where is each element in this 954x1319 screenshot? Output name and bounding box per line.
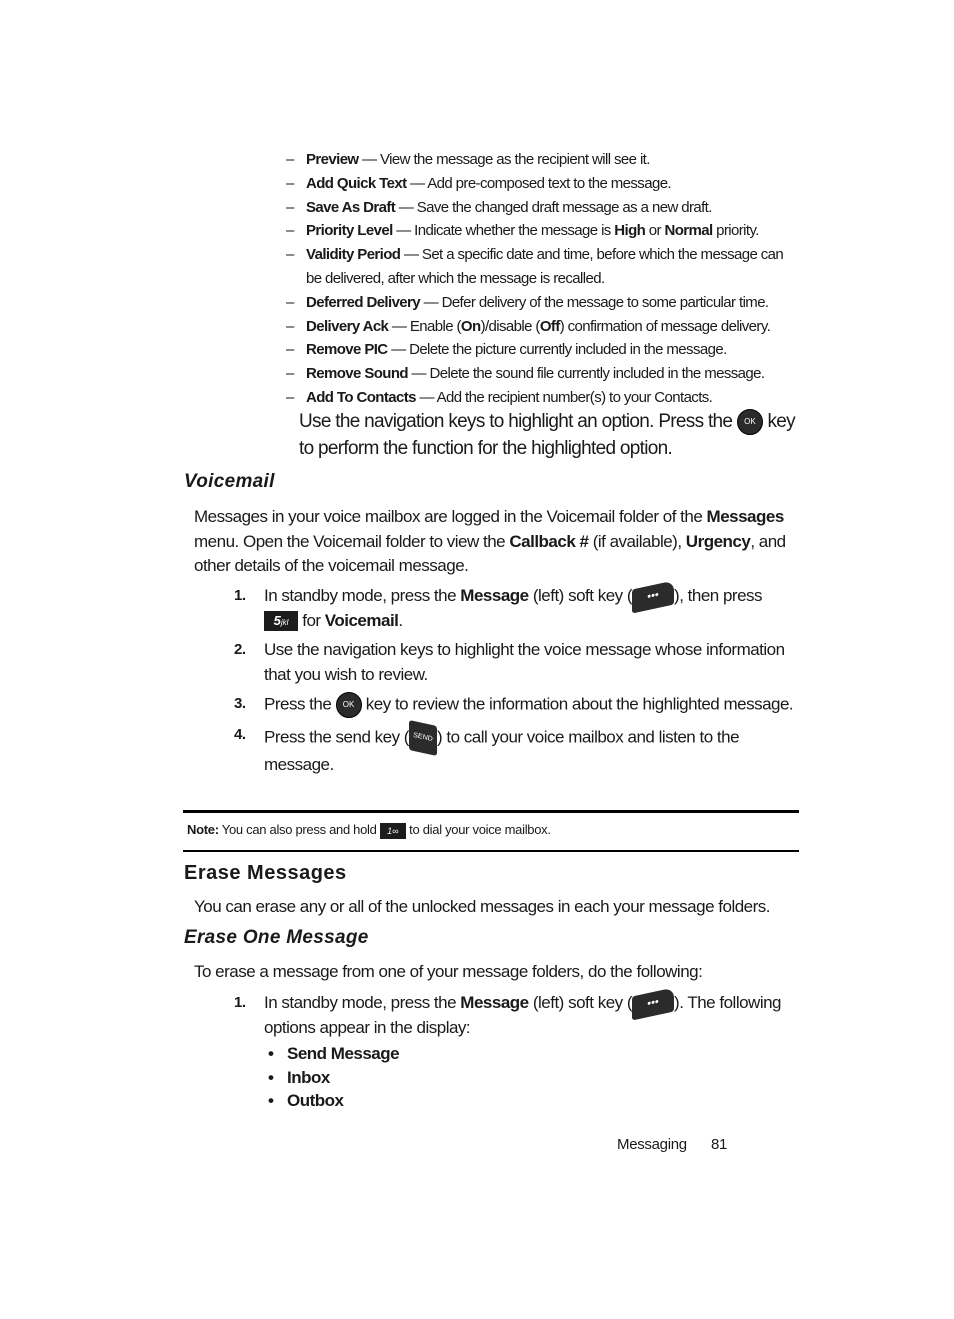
- voicemail-steps: [234, 584, 799, 783]
- ok-key-icon: OK: [336, 692, 362, 718]
- send-key-icon: SEND: [409, 720, 437, 756]
- step-item: 1. In standby mode, press the Message (left) soft key ( ••• ), then press 5jkl for Voicemail.: [234, 584, 799, 633]
- list-item: • Send Message: [268, 1044, 400, 1063]
- left-soft-key-icon: •••: [632, 580, 674, 613]
- step-item: 2. Use the navigation keys to highlight the voice message whose information that you wish to review.: [234, 640, 785, 684]
- option-save-as-draft: – Save As Draft — Save the changed draft message as a new draft.: [286, 198, 712, 216]
- voicemail-intro: Messages in your voice mailbox are logged in the Voicemail folder of the Messages menu. Open the Voicemail folder to view the Callback # (if available), Urgency, and other details of the voicemail message.: [194, 507, 786, 575]
- voicemail-key-icon: 1∞: [380, 823, 406, 839]
- option-remove-sound: – Remove Sound — Delete the sound file currently included in the message.: [286, 365, 765, 383]
- erase-messages-intro: You can erase any or all of the unlocked messages in each your message folders.: [194, 897, 771, 916]
- list-item: • Inbox: [268, 1067, 330, 1087]
- ok-key-icon: OK: [737, 409, 763, 435]
- erase-options-list: [268, 1042, 399, 1113]
- footer-section: Messaging: [617, 1136, 687, 1153]
- page-number: 81: [711, 1136, 728, 1153]
- step-item: 4. Press the send key ( SEND ) to call your voice mailbox and listen to the message.: [234, 723, 799, 778]
- navigation-instruction: Use the navigation keys to highlight an option. Press the OK key to perform the function for the highlighted option.: [299, 408, 799, 462]
- note-text: Note: You can also press and hold 1∞ to dial your voice mailbox.: [187, 822, 551, 837]
- note-box: [183, 810, 799, 852]
- message-options-list: [286, 148, 801, 410]
- list-item: • Outbox: [268, 1091, 344, 1110]
- step-item: 1. In standby mode, press the Message (left) soft key ( ••• ). The following options appear in the display:: [234, 991, 799, 1040]
- option-add-quick-text: – Add Quick Text — Add pre-composed text to the message.: [286, 174, 672, 192]
- option-delivery-ack: – Delivery Ack — Enable (On)/disable (Off) confirmation of message delivery.: [286, 317, 771, 335]
- erase-messages-heading: Erase Messages: [184, 862, 347, 884]
- erase-steps: [234, 991, 799, 1045]
- erase-one-message-intro: To erase a message from one of your message folders, do the following:: [194, 962, 703, 981]
- option-remove-pic: – Remove PIC — Delete the picture currently included in the message.: [286, 341, 727, 359]
- option-validity-period: – Validity Period — Set a specific date and time, before which the message can be delivered, after which the message is recalled.: [286, 246, 784, 287]
- five-key-icon: 5jkl: [264, 611, 298, 631]
- left-soft-key-icon: •••: [632, 987, 674, 1020]
- voicemail-heading: Voicemail: [184, 471, 275, 492]
- step-item: 3. Press the OK key to review the information about the highlighted message.: [234, 692, 799, 718]
- option-deferred-delivery: – Deferred Delivery — Defer delivery of the message to some particular time.: [286, 293, 769, 311]
- option-add-to-contacts: – Add To Contacts — Add the recipient number(s) to your Contacts.: [286, 388, 713, 406]
- erase-one-message-heading: Erase One Message: [184, 927, 369, 948]
- option-priority-level: – Priority Level — Indicate whether the message is High or Normal priority.: [286, 222, 759, 240]
- option-preview: – Preview — View the message as the recipient will see it.: [286, 151, 650, 168]
